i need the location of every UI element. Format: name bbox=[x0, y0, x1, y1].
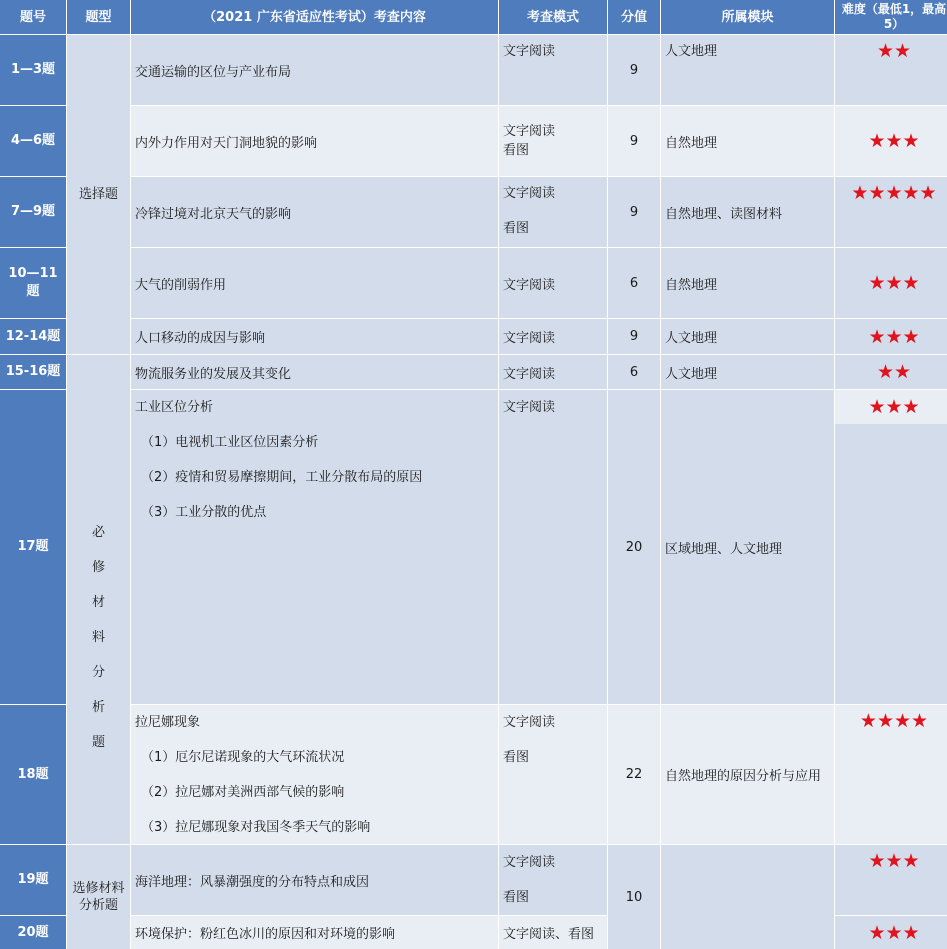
header-mode: 考查模式 bbox=[499, 0, 607, 34]
content-sub: （1）电视机工业区位因素分析 bbox=[141, 435, 319, 450]
mode-text: 文字阅读 bbox=[503, 124, 556, 139]
score-cell: 10 bbox=[608, 845, 660, 949]
mode-text: 文字阅读 bbox=[503, 715, 556, 730]
mode-text: 文字阅读 bbox=[503, 855, 556, 870]
type-elective: 选修材料分析题 bbox=[67, 845, 130, 949]
score-cell: 6 bbox=[608, 355, 660, 389]
content-cell: 人口移动的成因与影响 bbox=[131, 319, 498, 354]
content-cell: 大气的削弱作用 bbox=[131, 248, 498, 318]
difficulty-stars: ★★ bbox=[835, 35, 947, 105]
header-score: 分值 bbox=[608, 0, 660, 34]
difficulty-stars: ★★★★ bbox=[835, 705, 947, 844]
score-cell: 9 bbox=[608, 106, 660, 176]
module-cell: 人文地理 bbox=[661, 319, 834, 354]
question-number: 10—11题 bbox=[0, 248, 66, 318]
module-cell: 自然地理的原因分析与应用 bbox=[661, 705, 834, 844]
mode-cell: 文字阅读、看图 bbox=[499, 916, 607, 949]
header-content: （2021 广东省适应性考试）考查内容 bbox=[131, 0, 498, 34]
type-char: 料 bbox=[91, 630, 105, 645]
difficulty-stars: ★★ bbox=[835, 355, 947, 389]
mode-cell bbox=[499, 705, 607, 844]
score-cell: 9 bbox=[608, 177, 660, 247]
mode-text: 看图 bbox=[503, 221, 530, 236]
content-cell: 海洋地理：风暴潮强度的分布特点和成因 bbox=[131, 845, 498, 915]
content-sub: （2）拉尼娜对美洲西部气候的影响 bbox=[141, 785, 345, 800]
module-cell: 区域地理、人文地理 bbox=[661, 390, 834, 704]
module-cell: 人文地理 bbox=[661, 35, 834, 105]
question-number: 1—3题 bbox=[0, 35, 66, 105]
module-cell bbox=[661, 845, 834, 949]
mode-cell: 文字阅读 bbox=[499, 248, 607, 318]
score-cell: 6 bbox=[608, 248, 660, 318]
type-char: 材 bbox=[91, 595, 105, 610]
module-cell: 自然地理 bbox=[661, 248, 834, 318]
question-number: 20题 bbox=[0, 916, 66, 949]
mode-cell bbox=[499, 35, 607, 105]
mode-text: 文字阅读 bbox=[503, 400, 556, 415]
header-difficulty: 难度（最低1，最高5） bbox=[835, 0, 947, 34]
mode-cell bbox=[499, 845, 607, 915]
module-cell: 自然地理、读图材料 bbox=[661, 177, 834, 247]
type-char: 修 bbox=[91, 560, 105, 575]
question-number: 18题 bbox=[0, 705, 66, 844]
content-cell: 交通运输的区位与产业布局 bbox=[131, 35, 498, 105]
mode-text: 看图 bbox=[503, 750, 530, 765]
mode-cell: 文字阅读 bbox=[499, 319, 607, 354]
score-cell: 20 bbox=[608, 390, 660, 704]
difficulty-stars: ★★★★★ bbox=[835, 177, 947, 247]
mode-cell bbox=[499, 390, 607, 704]
content-sub: （3）拉尼娜现象对我国冬季天气的影响 bbox=[141, 820, 371, 835]
difficulty-stars: ★★★ bbox=[835, 248, 947, 318]
difficulty-stars: ★★★ bbox=[835, 390, 947, 424]
question-number: 4—6题 bbox=[0, 106, 66, 176]
mode-text: 看图 bbox=[503, 890, 530, 905]
content-cell: 内外力作用对天门洞地貌的影响 bbox=[131, 106, 498, 176]
question-number: 17题 bbox=[0, 390, 66, 704]
header-module: 所属模块 bbox=[661, 0, 834, 34]
score-cell: 22 bbox=[608, 705, 660, 844]
content-sub: （3）工业分散的优点 bbox=[141, 505, 267, 520]
content-title: 拉尼娜现象 bbox=[135, 715, 201, 730]
question-number: 12-14题 bbox=[0, 319, 66, 354]
content-sub: （1）厄尔尼诺现象的大气环流状况 bbox=[141, 750, 345, 765]
question-number: 7—9题 bbox=[0, 177, 66, 247]
type-char: 题 bbox=[91, 735, 105, 750]
type-choice: 选择题 bbox=[67, 35, 130, 354]
module-cell: 人文地理 bbox=[661, 355, 834, 389]
difficulty-stars: ★★★ bbox=[835, 845, 947, 915]
difficulty-stars: ★★★ bbox=[835, 106, 947, 176]
content-cell: 物流服务业的发展及其变化 bbox=[131, 355, 498, 389]
mode-text: 文字阅读 bbox=[503, 44, 556, 59]
mode-text: 看图 bbox=[503, 143, 530, 158]
content-title: 工业区位分析 bbox=[135, 400, 214, 415]
difficulty-cell bbox=[835, 390, 947, 704]
score-cell: 9 bbox=[608, 319, 660, 354]
type-required-material bbox=[67, 355, 130, 844]
question-number: 19题 bbox=[0, 845, 66, 915]
content-cell bbox=[131, 390, 498, 704]
type-char: 析 bbox=[91, 700, 105, 715]
header-number: 题号 bbox=[0, 0, 66, 34]
mode-text: 文字阅读 bbox=[503, 186, 556, 201]
content-cell bbox=[131, 705, 498, 844]
difficulty-stars: ★★★ bbox=[835, 916, 947, 949]
content-cell: 环境保护：粉红色冰川的原因和对环境的影响 bbox=[131, 916, 498, 949]
score-cell: 9 bbox=[608, 35, 660, 105]
difficulty-stars: ★★★ bbox=[835, 319, 947, 354]
header-type: 题型 bbox=[67, 0, 130, 34]
content-cell: 冷锋过境对北京天气的影响 bbox=[131, 177, 498, 247]
type-char: 必 bbox=[91, 525, 105, 540]
type-char: 分 bbox=[91, 665, 105, 680]
mode-cell: 文字阅读 bbox=[499, 355, 607, 389]
content-sub: （2）疫情和贸易摩擦期间，工业分散布局的原因 bbox=[141, 470, 423, 485]
mode-cell bbox=[499, 106, 607, 176]
module-cell: 自然地理 bbox=[661, 106, 834, 176]
question-number: 15-16题 bbox=[0, 355, 66, 389]
mode-cell bbox=[499, 177, 607, 247]
